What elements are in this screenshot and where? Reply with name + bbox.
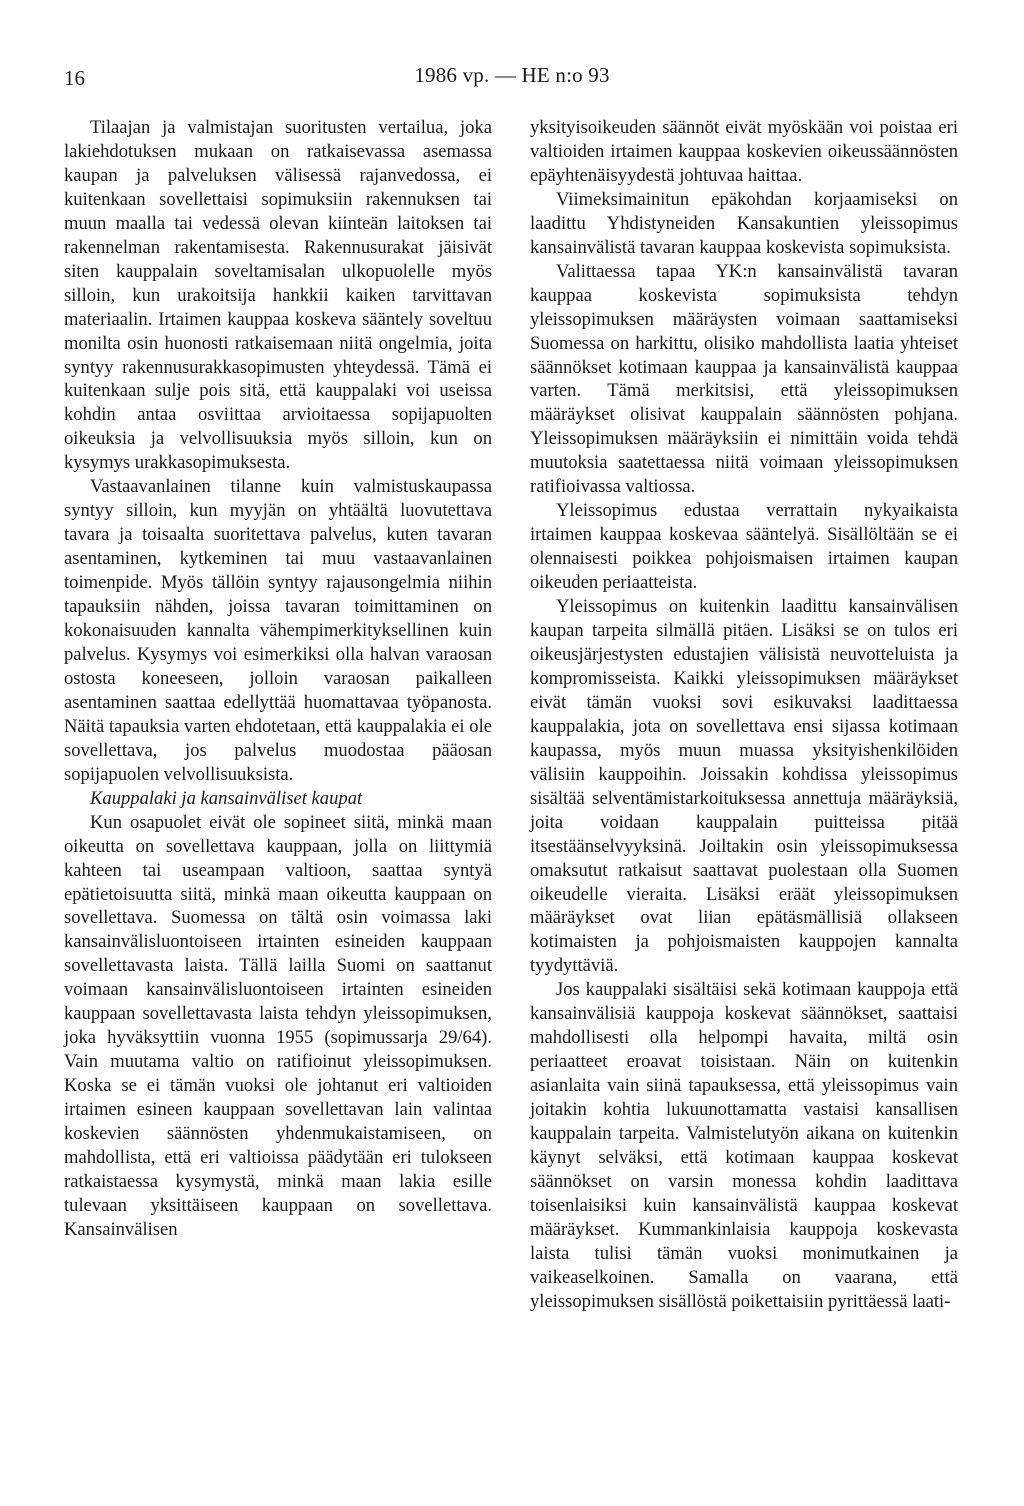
body-paragraph: Viimeksimainitun epäkohdan korjaamiseksi on laadittu Yhdistyneiden Kansakuntien yleissopimus kansainvälistä tavaran kauppaa koskevista sopimuksista. bbox=[530, 188, 958, 258]
left-column bbox=[64, 116, 492, 1242]
continued-paragraph: yksityisoikeuden säännöt eivät myöskään voi poistaa eri valtioiden irtaimen kauppaa koskevien oikeussäännösten epäyhtenäisyydestä johtuvaa haittaa. bbox=[530, 117, 958, 186]
body-paragraph: Tilaajan ja valmistajan suoritusten vertailua, joka lakiehdotuksen mukaan on ratkaisevassa asemassa kaupan ja palveluksen välisessä rajanvedossa, ei kuitenkaan sovellettaisi sopimuksiin rakennuksen tai muun maalla tai vedessä olevan kiinteän laitoksen tai rakennelman rakentamisesta. Rakennusurakat jäisivät siten kauppalain soveltamisalan ulkopuolelle myös silloin, kun urakoitsija hankkii kaiken tarvittavan materiaalin. Irtaimen kauppaa koskeva sääntely soveltuu monilta osin huonosti ratkaisemaan niitä ongelmia, joita syntyy rakennusurakkasopimusten yhteydessä. Tämä ei kuitenkaan sulje pois sitä, että kauppalaki voi useissa kohdin antaa osviittaa arvioitaessa sopijapuolten oikeuksia ja velvollisuuksia myös silloin, kun on kysymys urakkasopimuksesta. bbox=[64, 117, 492, 474]
body-paragraph: Kun osapuolet eivät ole sopineet siitä, minkä maan oikeutta on sovellettava kauppaan, jolla on liittymiä kahteen tai useampaan valtioon, saattaa syntyä epätietoisuutta siitä, minkä maan oikeutta kauppaan on sovellettava. Suomessa on tältä osin voimassa laki kansainvälisluontoiseen irtainten esineiden kauppaan sovellettavasta laista. Tällä lailla Suomi on saattanut voimaan kansainvälisluontoiseen irtainten esineiden kauppaan sovellettavasta laista tehdyn yleissopimuksen, joka hyväksyttiin vuonna 1955 (sopimussarja 29/64). Vain muutama valtio on ratifioinut yleissopimuksen. Koska se ei tämän vuoksi ole johtanut eri valtioiden irtaimen esineen kauppaan sovellettavan lain valintaa koskevien säännösten yhdenmukaistamiseen, on mahdollista, että eri valtioissa päädytään eri tulokseen ratkaistaessa kysymystä, minkä maan lakia esille tulevaan yksittäiseen kauppaan on sovellettava. Kansainvälisen bbox=[64, 811, 492, 1240]
right-column bbox=[530, 116, 958, 1314]
body-paragraph: Valittaessa tapaa YK:n kansainvälistä tavaran kauppaa koskevista sopimuksista tehdyn yleissopimuksen määräysten voimaan saattamiseksi Suomessa on harkittu, olisiko mahdollista laatia yhteiset säännökset kotimaan kauppaa ja kansainvälistä kauppaa varten. Tämä merkitsisi, että yleissopimuksen määräykset olisivat kauppalain säännösten pohjana. Yleissopimuksen määräyksiin ei nimittäin voida tehdä muutoksia saatettaessa niitä voimaan yleissopimuksen ratifioivassa valtiossa. bbox=[530, 260, 958, 498]
body-paragraph: Jos kauppalaki sisältäisi sekä kotimaan kauppoja että kansainvälisiä kauppoja koskevat säännökset, saattaisi mahdollisesti olla helpompi havaita, miltä osin periaatteet eroavat toisistaan. Näin on kuitenkin asianlaita vain siinä tapauksessa, että yleissopimus vain joitakin kohtia lukuunottamatta vastaisi kansallisen kauppalain tarpeita. Valmistelutyön aikana on kuitenkin käynyt selväksi, että kotimaan kauppaa koskevat säännökset on varsin monessa kohdin laadittava toisenlaisiksi kuin kansainvälistä kauppaa koskevat määräykset. Kummankinlaisia kauppoja koskevasta laista tulisi tämän vuoksi monimutkainen ja vaikeaselkoinen. Samalla on vaarana, että yleissopimuksen sisällöstä poikettaisiin pyrittäessä laati- bbox=[530, 979, 958, 1312]
body-paragraph: Yleissopimus edustaa verrattain nykyaikaista irtaimen kauppaa koskevaa sääntelyä. Sisällöltään se ei olennaisesti poikkea pohjoismaisen irtaimen kaupan oikeuden periaatteista. bbox=[530, 500, 958, 594]
body-paragraph: Yleissopimus on kuitenkin laadittu kansainvälisen kaupan tarpeita silmällä pitäen. Lisäksi se on tulos eri oikeusjärjestysten edustajien välisistä neuvotteluista ja kompromisseista. Kaikki yleissopimuksen määräykset eivät tämän vuoksi sovi esikuvaksi laadittaessa kauppalakia, jota on sovellettava ensi sijassa kotimaan kaupassa, myös muun muassa yksityishenkilöiden välisiin kauppoihin. Joissakin kohdissa yleissopimus sisältää selventämistarkoituksessa annettuja määräyksiä, joita voidaan kauppalain puitteissa pitää itsestäänselvyyksinä. Joiltakin osin yleissopimuksessa omaksutut ratkaisut saattavat puolestaan olla Suomen oikeudelle vieraita. Lisäksi eräät yleissopimuksen määräykset ovat liian epätäsmällisiä ollakseen kotimaisten ja pohjoismaisten kauppojen kannalta tyydyttäviä. bbox=[530, 596, 958, 977]
running-head: 1986 vp. — HE n:o 93 bbox=[414, 63, 610, 87]
section-heading: Kauppalaki ja kansainväliset kaupat bbox=[90, 787, 363, 809]
body-paragraph: Vastaavanlainen tilanne kuin valmistuskaupassa syntyy silloin, kun myyjän on yhtäältä luovutettava tavara ja toisaalta suoritettava palvelus, kuten tavaran asentaminen, kytkeminen tai muu vastaavanlainen toimenpide. Myös tällöin syntyy rajausongelmia niihin tapauksiin nähden, joissa tavaran toimittaminen on kokonaisuuden kannalta vähempimerkityksellinen kuin palvelus. Kysymys voi esimerkiksi olla halvan varaosan ostosta koneeseen, jolloin varaosan paikalleen asentaminen saattaa edellyttää huomattavaa työpanosta. Näitä tapauksia varten ehdotetaan, että kauppalakia ei ole sovellettava, jos palvelus muodostaa pääosan sopijapuolen velvollisuuksista. bbox=[64, 476, 492, 785]
page-number: 16 bbox=[64, 66, 85, 90]
